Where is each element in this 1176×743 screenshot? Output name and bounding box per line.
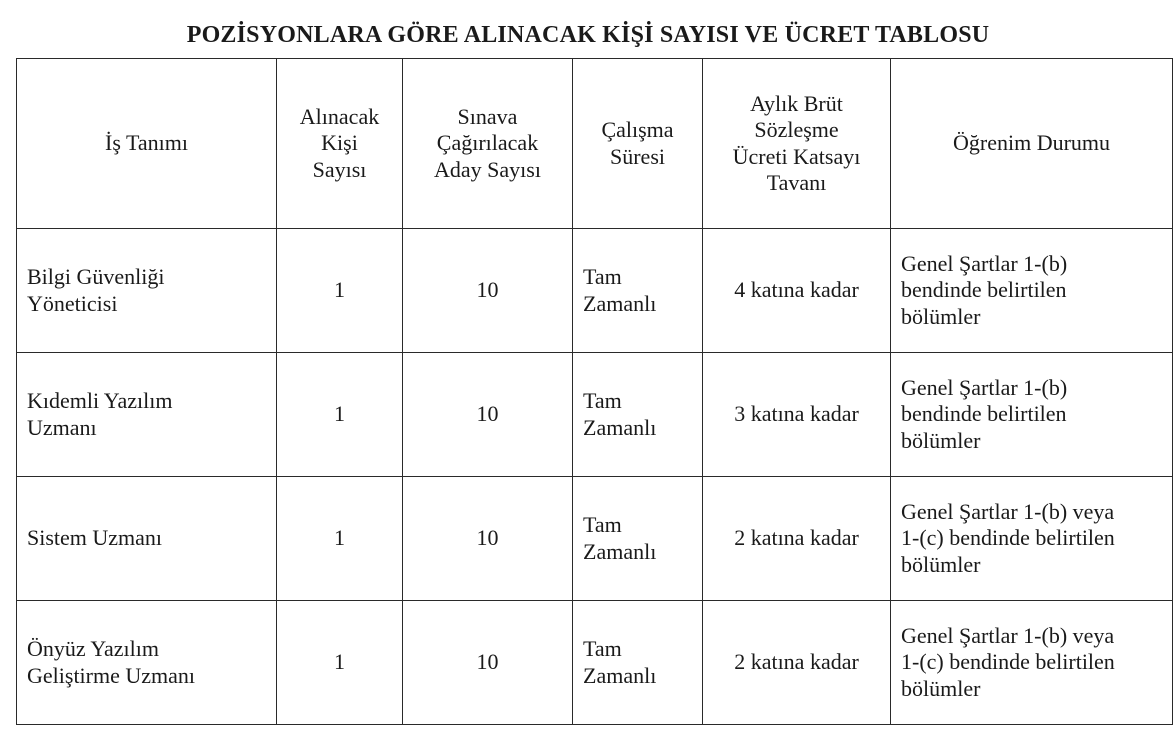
- cell-job-title: Önyüz Yazılım Geliştirme Uzmanı: [17, 601, 277, 725]
- cell-job-title: Sistem Uzmanı: [17, 477, 277, 601]
- cell-work-duration: Tam Zamanlı: [573, 601, 703, 725]
- header-job-title: İş Tanımı: [17, 59, 277, 229]
- header-row: [17, 59, 1173, 229]
- cell-salary-ceiling: 2 katına kadar: [703, 477, 891, 601]
- table-row: [17, 601, 1173, 725]
- header-hire-count: Alınacak Kişi Sayısı: [277, 59, 403, 229]
- cell-candidate-count: 10: [403, 601, 573, 725]
- cell-education: Genel Şartlar 1-(b) bendinde belirtilen bölümler: [891, 229, 1173, 353]
- cell-education: Genel Şartlar 1-(b) veya 1-(c) bendinde belirtilen bölümler: [891, 601, 1173, 725]
- cell-education: Genel Şartlar 1-(b) veya 1-(c) bendinde belirtilen bölümler: [891, 477, 1173, 601]
- cell-salary-ceiling: 2 katına kadar: [703, 601, 891, 725]
- cell-hire-count: 1: [277, 477, 403, 601]
- cell-candidate-count: 10: [403, 229, 573, 353]
- header-education: Öğrenim Durumu: [891, 59, 1173, 229]
- cell-hire-count: 1: [277, 353, 403, 477]
- cell-salary-ceiling: 4 katına kadar: [703, 229, 891, 353]
- cell-work-duration: Tam Zamanlı: [573, 229, 703, 353]
- cell-salary-ceiling: 3 katına kadar: [703, 353, 891, 477]
- header-candidate-count: Sınava Çağırılacak Aday Sayısı: [403, 59, 573, 229]
- table-title: POZİSYONLARA GÖRE ALINACAK KİŞİ SAYISI VE ÜCRET TABLOSU: [186, 22, 990, 48]
- cell-work-duration: Tam Zamanlı: [573, 353, 703, 477]
- cell-job-title: Bilgi Güvenliği Yöneticisi: [17, 229, 277, 353]
- header-work-duration: Çalışma Süresi: [573, 59, 703, 229]
- positions-table: [16, 58, 1173, 725]
- cell-candidate-count: 10: [403, 353, 573, 477]
- cell-work-duration: Tam Zamanlı: [573, 477, 703, 601]
- table-row: [17, 477, 1173, 601]
- cell-hire-count: 1: [277, 229, 403, 353]
- cell-candidate-count: 10: [403, 477, 573, 601]
- cell-education: Genel Şartlar 1-(b) bendinde belirtilen bölümler: [891, 353, 1173, 477]
- cell-job-title: Kıdemli Yazılım Uzmanı: [17, 353, 277, 477]
- table-row: [17, 353, 1173, 477]
- header-salary-ceiling: Aylık Brüt Sözleşme Ücreti Katsayı Tavanı: [703, 59, 891, 229]
- cell-hire-count: 1: [277, 601, 403, 725]
- table-row: [17, 229, 1173, 353]
